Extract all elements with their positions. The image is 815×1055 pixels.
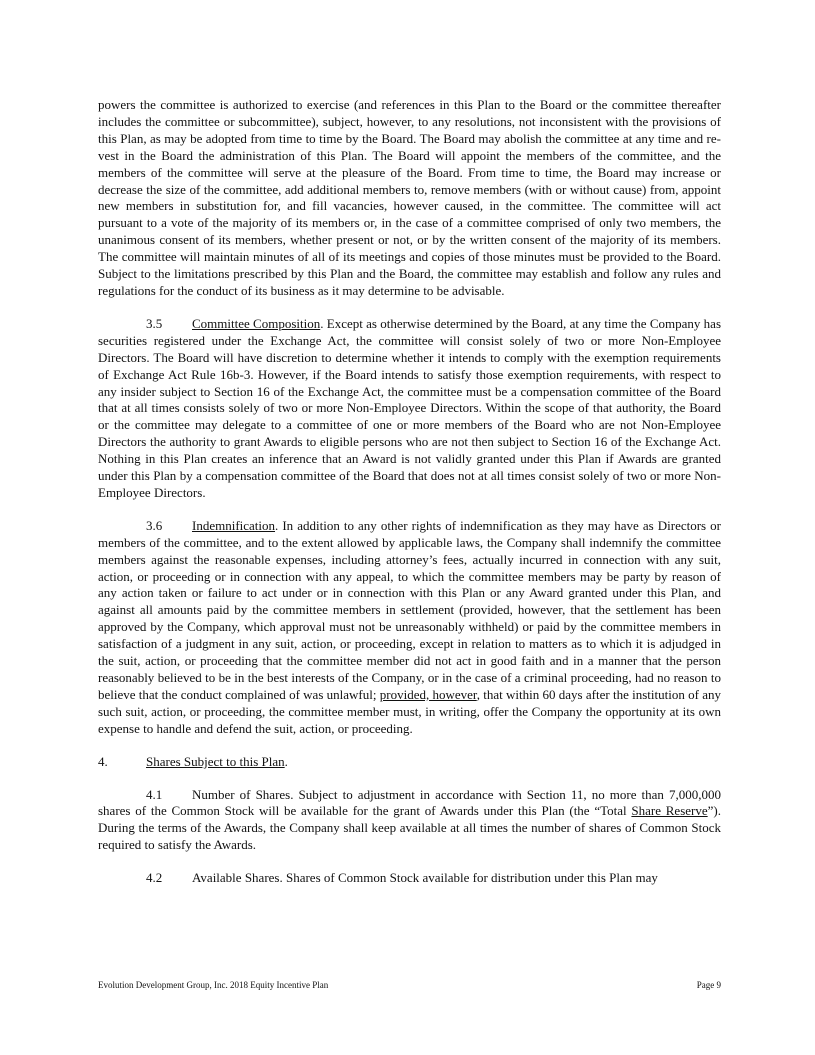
section-4-1-body-2: ”). During the terms of the Awards, the Company shall keep available at all times the number of shares of Common Stock required to satisfy the Awards.	[98, 803, 721, 853]
section-3-5-number: 3.5	[146, 315, 163, 331]
section-4-2-body: Available Shares. Shares of Common Stock available for distribution under this Plan may	[192, 870, 658, 886]
section-4-2	[98, 870, 721, 887]
section-4-title: Shares Subject to this Plan	[146, 753, 285, 769]
page-footer	[98, 980, 721, 991]
section-4-1	[98, 787, 721, 855]
section-3-5	[98, 316, 721, 502]
footer-page-number: Page 9	[696, 980, 721, 990]
section-3-6-proviso: provided, however	[379, 686, 477, 702]
footer-document-title: Evolution Development Group, Inc. 2018 Equity Incentive Plan	[98, 980, 329, 990]
section-4-1-defined-term: Share Reserve	[631, 803, 708, 819]
paragraph-continuation: powers the committee is authorized to exercise (and references in this Plan to the Board or the committee thereafter includes the committee or subcommittee), subject, however, to any resolutions, not inconsistent with the provisions of this Plan, as may be adopted from time to time by the Board. The Board may abolish the committee at any time and re-vest in the Board the administration of this Plan. The Board will appoint the members of the committee, and the members of the committee will serve at the pleasure of the Board. From time to time, the Board may increase or decrease the size of the committee, add additional members to, remove members (with or without cause) from, appoint new members in substitution for, and fill vacancies, however caused, in the committee. The committee will act pursuant to a vote of the majority of its members or, in the case of a committee comprised of only two members, the unanimous consent of its members, whether present or not, or by the written consent of the majority of its members. The committee will maintain minutes of all of its meetings and copies of those minutes must be provided to the Board. Subject to the limitations prescribed by this Plan and the Board, the committee may establish and follow any rules and regulations for the conduct of its business as it may determine to be advisable.	[98, 97, 721, 298]
section-3-5-body: . Except as otherwise determined by the Board, at any time the Company has securities registered under the Exchange Act, the committee will consist solely of two or more Non-Employee Directors. The Board will have discretion to determine whether it intends to comply with the exemption requirements of Exchange Act Rule 16b-3. However, if the Board intends to satisfy those exemption requirements, with respect to any insider subject to Section 16 of the Exchange Act, the committee must be a compensation committee of the Board that at all times consists solely of two or more Non-Employee Directors. Within the scope of that authority, the Board or the committee may delegate to a committee of one or more members of the Board who are not Non-Employee Directors the authority to grant Awards to eligible persons who are not then subject to Section 16 of the Exchange Act. Nothing in this Plan creates an inference that an Award is not validly granted under this Plan if Awards are granted under this Plan by a compensation committee of the Board that does not at all times consist solely of two or more Non-Employee Directors.	[98, 315, 721, 500]
section-3-6-body-1: . In addition to any other rights of indemnification as they may have as Directors or members of the committee, and to the extent allowed by applicable laws, the Company shall indemnify the committee members against the reasonable expenses, including attorney’s fees, actually incurred in connection with any suit, action, or proceeding or in connection with any appeal, to which the committee members may be party by reason of any action taken or failure to act under or in connection with this Plan or any Award granted under this Plan, and against all amounts paid by the committee members in settlement (provided, however, that the settlement has been approved by the Company, which approval must not be unreasonably withheld) or paid by the committee members in satisfaction of a judgment in any suit, action, or proceeding, except in relation to matters as to which it is adjudged in the suit, action, or proceeding that the committee member did not act in good faith and in a manner that the person reasonably believed to be in the best interests of the Company, or in the case of a criminal proceeding, had no reason to believe that the conduct complained of was unlawful;	[98, 517, 721, 702]
section-3-6	[98, 518, 721, 738]
section-3-6-body-2: , that within 60 days after the institution of any such suit, action, or proceeding, the committee member must, in writing, offer the Company the opportunity at its own expense to handle and defend the suit, action, or proceeding.	[98, 686, 721, 736]
section-4-2-number: 4.2	[146, 870, 163, 886]
section-4-1-number: 4.1	[146, 786, 163, 802]
section-3-6-number: 3.6	[146, 517, 163, 533]
section-4-number: 4.	[98, 753, 108, 769]
section-4-period: .	[284, 753, 288, 769]
section-4-heading	[98, 754, 721, 771]
section-3-6-title: Indemnification	[192, 517, 276, 533]
section-3-5-title: Committee Composition	[192, 315, 321, 331]
section-4-1-body-1: Number of Shares. Subject to adjustment in accordance with Section 11, no more than 7,000,000 shares of the Common Stock will be available for the grant of Awards under this Plan (the “Total	[98, 786, 721, 819]
document-page	[98, 97, 721, 903]
